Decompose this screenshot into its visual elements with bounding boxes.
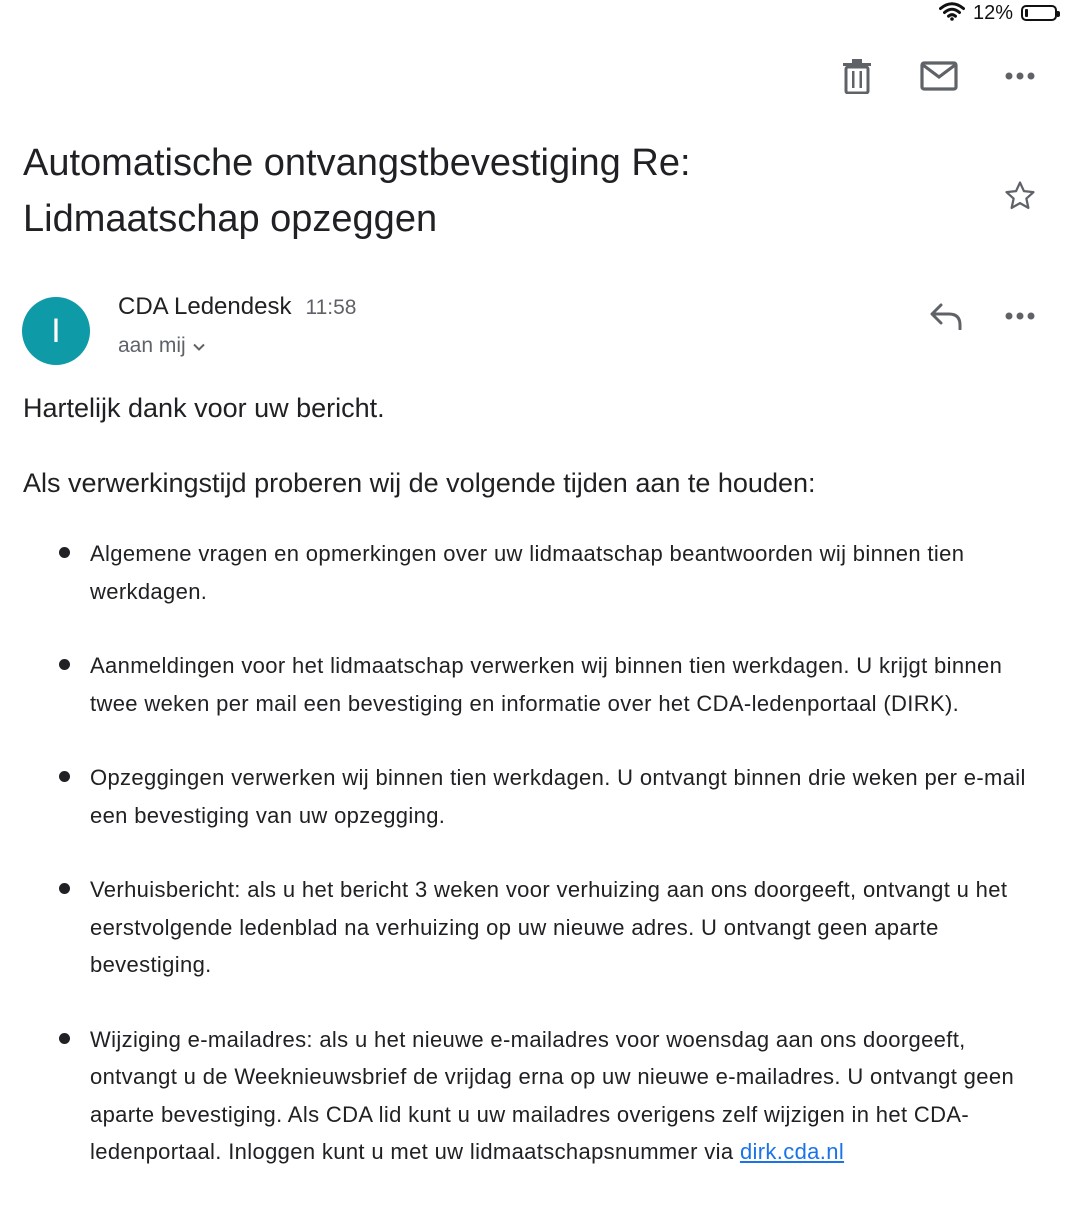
- list-item: [0, 1021, 1067, 1171]
- processing-times-list: [0, 535, 1067, 1208]
- chevron-down-icon: [192, 334, 206, 358]
- sender-name[interactable]: CDA Ledendesk: [118, 293, 292, 320]
- reply-icon[interactable]: [926, 298, 966, 334]
- message-time: 11:58: [305, 296, 357, 319]
- battery-icon: [1021, 5, 1057, 21]
- greeting-text: Hartelijk dank voor uw bericht.: [23, 393, 385, 423]
- more-horizontal-icon[interactable]: [1000, 64, 1040, 88]
- trash-icon[interactable]: [838, 56, 876, 96]
- mail-icon[interactable]: [918, 58, 960, 94]
- battery-percentage: 12%: [972, 1, 1013, 24]
- list-item: Aanmeldingen voor het lidmaatschap verwerken wij binnen tien werkdagen. U krijgt binnen twee weken per mail een bevestiging en informatie over het CDA-ledenportaal (DIRK).: [0, 647, 1067, 722]
- list-item: Opzeggingen verwerken wij binnen tien werkdagen. U ontvangt binnen drie weken per e-mail een bevestiging van uw opzegging.: [0, 759, 1067, 834]
- star-outline-icon[interactable]: [1000, 176, 1040, 216]
- sender-info: [118, 293, 356, 321]
- list-item: Algemene vragen en opmerkingen over uw lidmaatschap beantwoorden wij binnen tien werkdagen.: [0, 535, 1067, 610]
- recipient-label: aan mij: [118, 334, 186, 357]
- list-item: Verhuisbericht: als u het bericht 3 weken voor verhuizing aan ons doorgeeft, ontvangt u het eerstvolgende ledenblad na verhuizing op uw nieuwe adres. U ontvangt geen aparte bevestiging.: [0, 871, 1067, 984]
- intro-text: Als verwerkingstijd proberen wij de volgende tijden aan te houden:: [23, 468, 816, 498]
- battery-level: [1025, 9, 1028, 17]
- list-item-text: Wijziging e-mailadres: als u het nieuwe e-mailadres voor woensdag aan ons doorgeeft, ontvangt u de Weeknieuwsbrief de vrijdag erna op uw nieuwe e-mailadres. U ontvangt geen aparte bevestiging. Als CDA lid kunt u uw mailadres overigens zelf wijzigen in het CDA- ledenportaal. Inloggen kunt u met uw lidmaatschapsnummer via: [90, 1026, 1015, 1164]
- dirk-portal-link[interactable]: dirk.cda.nl: [739, 1139, 845, 1164]
- email-subject: Automatische ontvangstbevestiging Re: Lidmaatschap opzeggen: [23, 142, 691, 240]
- wifi-icon: [939, 1, 965, 26]
- status-bar: [939, 0, 1057, 26]
- avatar[interactable]: I: [22, 297, 90, 365]
- recipient-dropdown[interactable]: [118, 334, 206, 358]
- message-more-icon[interactable]: [1000, 304, 1040, 328]
